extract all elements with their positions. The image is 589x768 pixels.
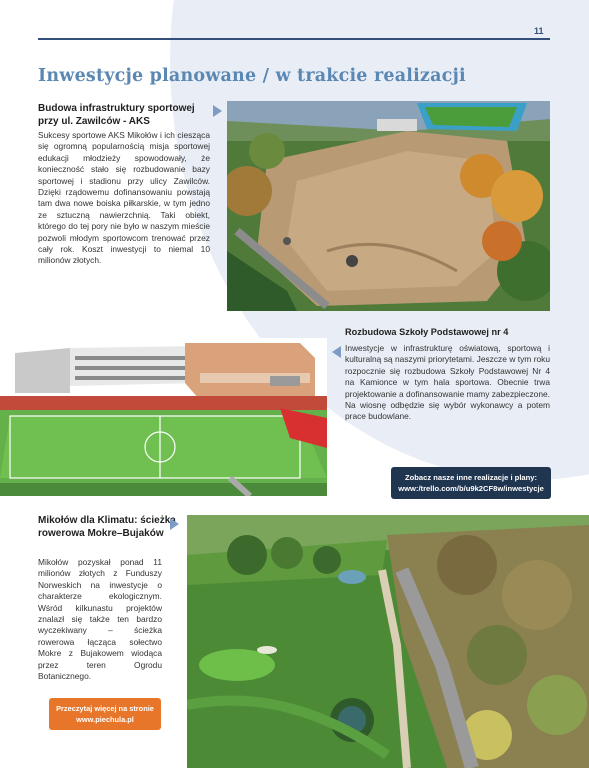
section2-body: Inwestycje w infrastrukturę oświatową, sportową i kulturalną są naszymi priorytetami. Jeszcze w tym roku rozpocznie się rozbudowa Szkoły Podstawowej Nr 4 na Kamionce w tym hala sportowa. Obecnie trwa projektowanie a dofinansowanie mamy zabezpieczone. Na wiosnę odbędzie się wybór wykonawcy a potem prace budowlane. bbox=[345, 343, 550, 422]
section3-title: Mikołów dla Klimatu: ścieżka rowerowa Mokre–Bujaków bbox=[38, 515, 176, 539]
triangle-right-icon bbox=[170, 518, 179, 530]
section1-body: Sukcesy sportowe AKS Mikołów i ich ciesząca się ogromną popularnością misja sportowej edukacji młodzieży spowodowały, że konieczność stało się rozbudowanie bazy sportowej i stadionu przy ulicy Zawilców. Dzięki rządowemu dofinansowaniu powstają tam dwa nowe boiska piłkarskie, w tym jedno ze sztuczną nawierzchnią. Taki obiekt, którego do tej pory nie było w naszym mieście pozwoli młodym sportowcom trenować przez cały rok. Koszt inwestycji to niemal 10 milionów złotych. bbox=[38, 130, 210, 266]
projects-link-line2: www:/trello.com/b/u9k2CF8w/inwestycje bbox=[398, 484, 544, 493]
section3-body: Mikołów pozyskał ponad 11 milionów złotych z Funduszy Norweskich na inwestycje o charakterze ekologicznym. Wśród kilkunastu projektów znalazł się także ten bardzo wyczekiwany – ścieżka rowerowa łącząca sołectwo Mokre z Bujakowem wiodąca przez teren Ogrodu Botanicznego. bbox=[38, 557, 162, 682]
top-rule bbox=[38, 38, 550, 40]
section1-title: Budowa infrastruktury sportowej przy ul. Zawilców - AKS bbox=[38, 103, 195, 127]
triangle-left-icon bbox=[332, 346, 341, 358]
stadium-aerial-photo bbox=[227, 101, 550, 311]
read-more-line2: www.piechula.pl bbox=[76, 715, 134, 724]
page-heading: Inwestycje planowane / w trakcie realizacji bbox=[38, 66, 466, 86]
projects-link-button[interactable] bbox=[391, 467, 551, 499]
section2-title: Rozbudowa Szkoły Podstawowej nr 4 bbox=[345, 327, 509, 337]
read-more-button[interactable] bbox=[49, 698, 161, 730]
bike-path-aerial-photo bbox=[187, 515, 589, 768]
triangle-right-icon bbox=[213, 105, 222, 117]
school-rendering-image bbox=[0, 338, 327, 496]
projects-link-line1: Zobacz nasze inne realizacje i plany: bbox=[404, 473, 538, 482]
page-number: 11 bbox=[534, 26, 544, 36]
read-more-line1: Przeczytaj więcej na stronie bbox=[56, 704, 154, 713]
